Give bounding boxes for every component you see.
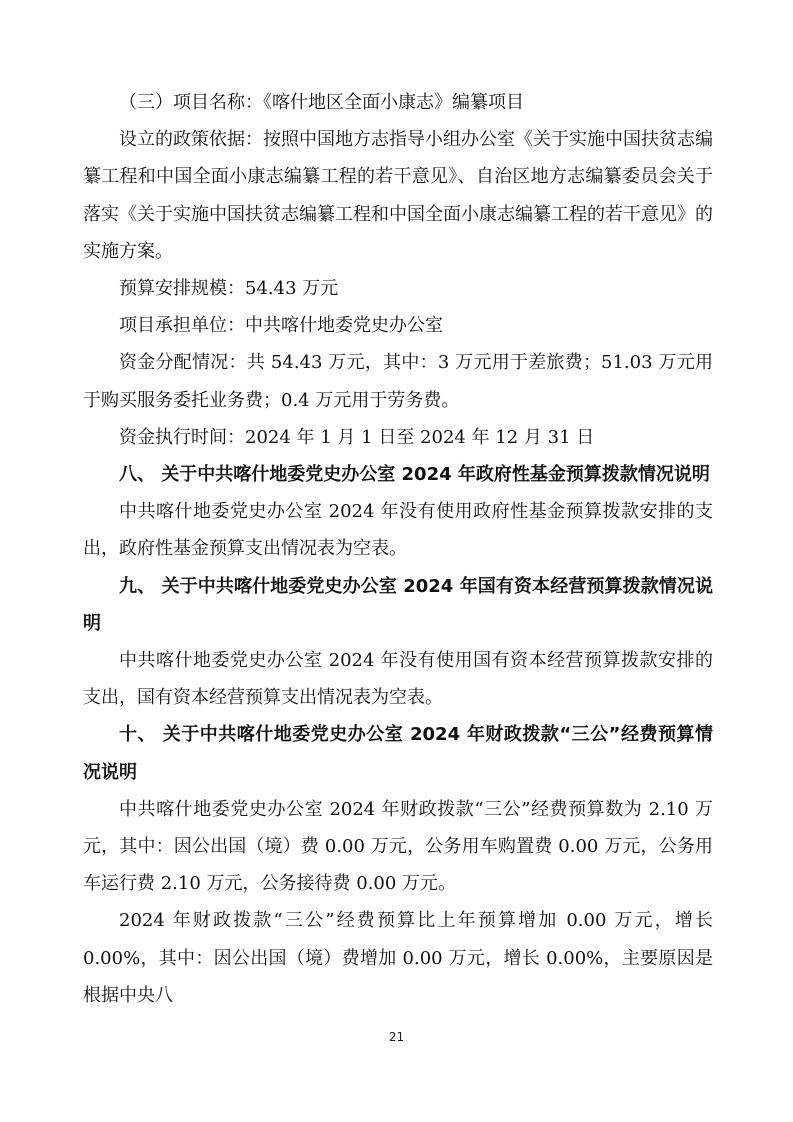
section-heading-9: 九、 关于中共喀什地委党史办公室 2024 年国有资本经营预算拨款情况说明: [83, 575, 713, 634]
page-number: 21: [388, 1030, 405, 1044]
budget-scale-line: 预算安排规模：54.43 万元: [119, 278, 339, 300]
policy-basis-paragraph: 设立的政策依据：按照中国地方志指导小组办公室《关于实施中国扶贫志编纂工程和中国全面小康志编纂工程的若干意见》、自治区地方志编纂委员会关于落实《关于实施中国扶贫志编纂工程和中国全面小康志编纂工程的若干意见》的实施方案。: [83, 129, 713, 262]
fund-allocation-paragraph: 资金分配情况：共 54.43 万元，其中：3 万元用于差旅费；51.03 万元用于购买服务委托业务费；0.4 万元用于劳务费。: [83, 352, 713, 411]
fund-execution-time-line: 资金执行时间：2024 年 1 月 1 日至 2024 年 12 月 31 日: [119, 426, 595, 448]
responsible-unit-line: 项目承担单位：中共喀什地委党史办公室: [119, 315, 443, 337]
project-name-line: （三）项目名称：《喀什地区全面小康志》编纂项目: [119, 92, 524, 113]
section-heading-8: 八、 关于中共喀什地委党史办公室 2024 年政府性基金预算拨款情况说明: [119, 464, 710, 486]
section-10-body: 中共喀什地委党史办公室 2024 年财政拨款“三公”经费预算数为 2.10 万元，其中：因公出国（境）费 0.00 万元，公务用车购置费 0.00 万元，公务用车运行费 2.10 万元，公务接待费 0.00 万元。: [83, 798, 713, 895]
section-10-comparison: 2024 年财政拨款“三公”经费预算比上年预算增加 0.00 万元，增长 0.00%，其中：因公出国（境）费增加 0.00 万元，增长 0.00%，主要原因是根据中央八: [83, 910, 713, 1006]
document-body: [83, 84, 713, 1014]
section-heading-10: 十、 关于中共喀什地委党史办公室 2024 年财政拨款“三公”经费预算情况说明: [83, 724, 713, 783]
section-9-body: 中共喀什地委党史办公室 2024 年没有使用国有资本经营预算拨款安排的支出，国有资本经营预算支出情况表为空表。: [83, 650, 713, 709]
section-8-body: 中共喀什地委党史办公室 2024 年没有使用政府性基金预算拨款安排的支出，政府性基金预算支出情况表为空表。: [83, 501, 713, 560]
